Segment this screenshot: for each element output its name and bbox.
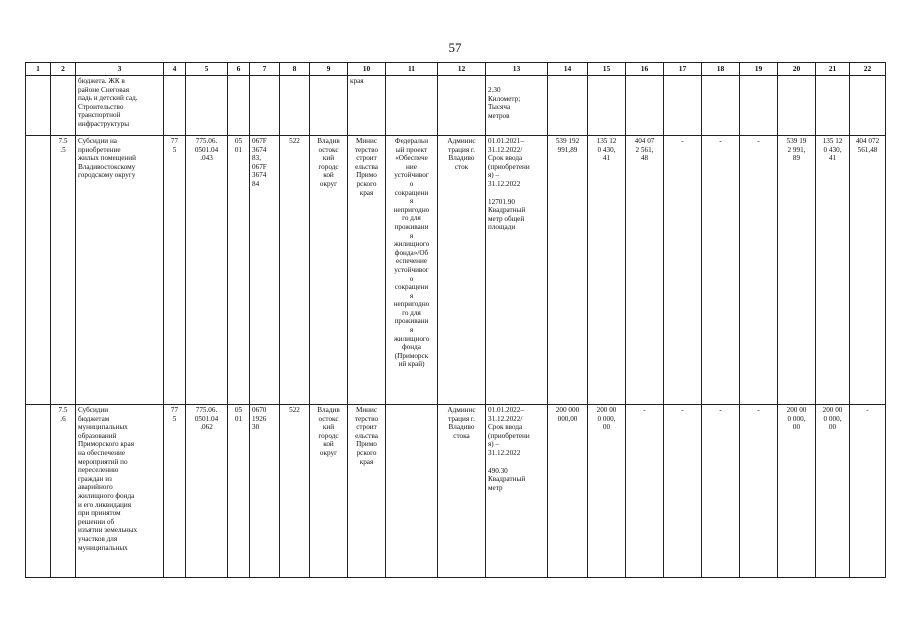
- cell-empty: [26, 136, 51, 405]
- header-cell: 18: [702, 63, 740, 76]
- cell-terms-dates: 01.01.2021– 31.12.2022/ Срок ввода (приобретени я) – 31.12.2022: [488, 137, 530, 188]
- table-row: [26, 136, 886, 405]
- header-cell: 22: [850, 63, 886, 76]
- cell-code: 0670 1926 30: [250, 405, 280, 578]
- cell-empty: [386, 76, 438, 136]
- cell-ministry: Минис терство строит ельства Примо рского края: [348, 136, 386, 405]
- program-table: [25, 62, 886, 578]
- header-cell: 9: [310, 63, 348, 76]
- cell-amount: -: [664, 136, 702, 405]
- cell-description: бюджета. ЖК в районе Снеговая падь и детский сад. Строительство транспортной инфраструктуры: [76, 76, 164, 136]
- cell-code: 775.06. 0501.04 .043: [186, 136, 228, 405]
- cell-empty: [850, 76, 886, 136]
- page-number: 57: [448, 40, 462, 55]
- header-cell: 20: [778, 63, 816, 76]
- table-row: [26, 76, 886, 136]
- cell-empty: [186, 76, 228, 136]
- header-cell: 13: [486, 63, 548, 76]
- cell-empty: [280, 76, 310, 136]
- cell-terms-dates: 01.01.2022– 31.12.2022/ Срок ввода (приобретени я) – 31.12.2022: [488, 406, 530, 457]
- cell-empty: [26, 405, 51, 578]
- header-cell: 12: [438, 63, 486, 76]
- cell-empty: [51, 76, 76, 136]
- cell-amount: -: [702, 405, 740, 578]
- cell-empty: [228, 76, 250, 136]
- cell-administration: Админис трация г. Владиво стока: [438, 405, 486, 578]
- cell-amount: 404 07 2 561, 48: [626, 136, 664, 405]
- cell-code: 522: [280, 405, 310, 578]
- cell-amount: 200 000 000,00: [548, 405, 588, 578]
- cell-empty: [310, 76, 348, 136]
- cell-code: 522: [280, 136, 310, 405]
- cell-empty: [548, 76, 588, 136]
- header-cell: 3: [76, 63, 164, 76]
- cell-ministry: Минис терство строит ельства Примо рского края: [348, 405, 386, 578]
- table-row: [26, 405, 886, 578]
- cell-amount: 539 19 2 991, 89: [778, 136, 816, 405]
- cell-empty: [702, 76, 740, 136]
- cell-project: Федеральн ый проект «Обеспече ние устойчивог о сокращени я непригодно го для проживани я жилищного фонда»/Об еспечение устойчивог о сокращени я непригодно го для проживани я жилищного фонда (Приморск ий край): [386, 136, 438, 405]
- cell-ministry: края: [348, 76, 386, 136]
- cell-terms-text: 2.30 Километр; Тысяча метров: [488, 86, 521, 120]
- cell-description: Субсидии бюджетам муниципальных образований Приморского края на обеспечение мероприятий по переселению граждан из аварийного жилищного фонда и его ликвидация при принятом решении об изъятии земельных участков для муниципальных: [76, 405, 164, 578]
- cell-empty: [778, 76, 816, 136]
- cell-amount: 200 00 0 000, 00: [778, 405, 816, 578]
- cell-amount: -: [740, 136, 778, 405]
- cell-amount: 200 00 0 000, 00: [816, 405, 850, 578]
- cell-amount: 404 072 561,48: [850, 136, 886, 405]
- cell-description: Субсидии на приобретение жилых помещений Владивостокскому городскому округу: [76, 136, 164, 405]
- header-cell: 8: [280, 63, 310, 76]
- cell-empty: [438, 76, 486, 136]
- cell-municipality: Владив остокс кий городс кой округ: [310, 136, 348, 405]
- header-cell: 17: [664, 63, 702, 76]
- cell-empty: [26, 76, 51, 136]
- cell-terms: [486, 136, 548, 405]
- cell-amount: 539 192 991,89: [548, 136, 588, 405]
- header-cell: 7: [250, 63, 280, 76]
- cell-code: 05 01: [228, 136, 250, 405]
- header-cell: 6: [228, 63, 250, 76]
- header-cell: 19: [740, 63, 778, 76]
- cell-amount: -: [664, 405, 702, 578]
- header-cell: 10: [348, 63, 386, 76]
- header-cell: 1: [26, 63, 51, 76]
- cell-amount: -: [740, 405, 778, 578]
- cell-code: 77 5: [164, 136, 186, 405]
- cell-amount: -: [626, 405, 664, 578]
- header-cell: 15: [588, 63, 626, 76]
- cell-project: [386, 405, 438, 578]
- cell-amount: 135 12 0 430, 41: [588, 136, 626, 405]
- cell-terms: [486, 76, 548, 136]
- cell-amount: -: [850, 405, 886, 578]
- cell-code: 067F 3674 83, 067F 3674 84: [250, 136, 280, 405]
- cell-terms-capacity: 490.30 Квадратный метр: [488, 466, 526, 492]
- cell-item-number: 7.5 .6: [51, 405, 76, 578]
- header-row: [26, 63, 886, 76]
- header-cell: 21: [816, 63, 850, 76]
- cell-empty: [164, 76, 186, 136]
- cell-code: 775.06. 0501.04 .062: [186, 405, 228, 578]
- header-cell: 2: [51, 63, 76, 76]
- cell-amount: 200 00 0 000, 00: [588, 405, 626, 578]
- cell-empty: [588, 76, 626, 136]
- header-cell: 4: [164, 63, 186, 76]
- cell-empty: [626, 76, 664, 136]
- header-cell: 14: [548, 63, 588, 76]
- header-cell: 5: [186, 63, 228, 76]
- cell-terms-capacity: 12701.90 Квадратный метр общей площади: [488, 197, 526, 232]
- cell-terms: [486, 405, 548, 578]
- cell-empty: [740, 76, 778, 136]
- header-cell: 11: [386, 63, 438, 76]
- header-cell: 16: [626, 63, 664, 76]
- cell-empty: [250, 76, 280, 136]
- cell-administration: Админис трация г. Владиво сток: [438, 136, 486, 405]
- cell-municipality: Владив остокс кий городс кой округ: [310, 405, 348, 578]
- cell-amount: -: [702, 136, 740, 405]
- cell-empty: [816, 76, 850, 136]
- cell-empty: [664, 76, 702, 136]
- cell-amount: 135 12 0 430, 41: [816, 136, 850, 405]
- cell-item-number: 7.5 .5: [51, 136, 76, 405]
- cell-code: 05 01: [228, 405, 250, 578]
- cell-code: 77 5: [164, 405, 186, 578]
